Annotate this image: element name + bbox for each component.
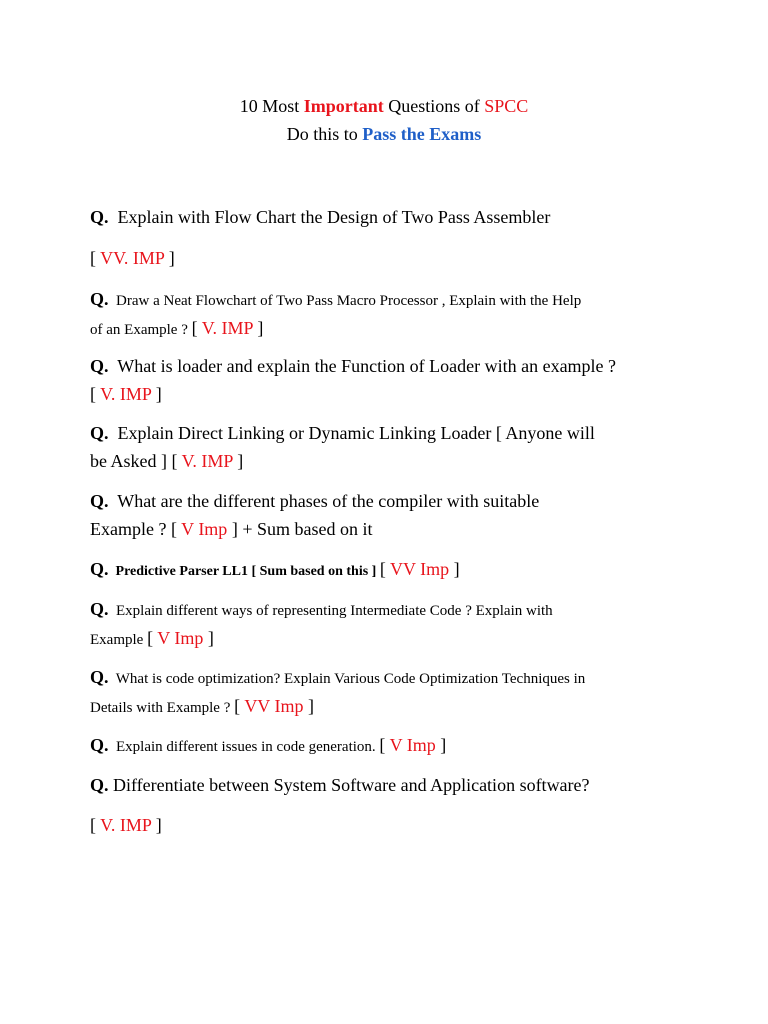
tag-bracket: ] [227, 519, 238, 539]
title-important: Important [303, 96, 384, 116]
question-text: Predictive Parser LL1 [ Sum based on this ] [115, 564, 380, 579]
tag-bracket: [ [170, 519, 182, 539]
importance-tag: VV Imp [390, 559, 450, 579]
question-1-importance [90, 244, 700, 272]
question-5 [90, 487, 700, 543]
tag-bracket: [ [147, 628, 158, 648]
tag-bracket: ] [151, 384, 162, 404]
importance-tag: V Imp [157, 628, 204, 648]
subtitle-highlight: Pass the Exams [362, 124, 482, 144]
tag-bracket: ] [164, 248, 175, 268]
tag-bracket: ] [303, 696, 314, 716]
tag-bracket: ] [151, 815, 162, 835]
title-subject: SPCC [484, 96, 529, 116]
question-prefix: Q. [90, 735, 109, 755]
importance-tag: V. IMP [100, 384, 152, 404]
title-line-2 [0, 120, 768, 148]
question-7 [90, 595, 700, 654]
tag-bracket: [ [234, 696, 245, 716]
question-prefix: Q. [90, 559, 109, 579]
question-text: Explain different issues in code generation. [116, 739, 380, 755]
tag-bracket: [ [171, 451, 182, 471]
importance-tag: V Imp [181, 519, 228, 539]
question-prefix: Q. [90, 423, 109, 443]
question-note: + Sum based on it [237, 519, 373, 539]
tag-bracket: [ [191, 318, 202, 338]
question-text: Explain with Flow Chart the Design of Two Pass Assembler [117, 207, 551, 227]
tag-bracket: ] [435, 735, 447, 755]
question-text: What is loader and explain the Function of Loader with an example ? [117, 356, 617, 376]
tag-bracket: [ [379, 735, 390, 755]
subtitle-text: Do this to [286, 124, 363, 144]
question-3 [90, 352, 700, 408]
question-prefix: Q. [90, 775, 109, 795]
question-text: Explain Direct Linking or Dynamic Linking Loader [ Anyone will [117, 423, 595, 443]
question-8 [90, 663, 700, 722]
question-prefix: Q. [90, 491, 109, 511]
question-text: Differentiate between System Software and Application software? [113, 775, 590, 795]
tag-bracket: ] [203, 628, 214, 648]
tag-bracket: [ [90, 248, 101, 268]
question-6 [90, 555, 700, 585]
question-text: Example [90, 632, 148, 648]
importance-tag: V. IMP [201, 318, 253, 338]
question-2 [90, 285, 700, 344]
tag-bracket: ] [252, 318, 264, 338]
question-text: Details with Example ? [90, 700, 235, 716]
importance-tag: V Imp [389, 735, 436, 755]
question-text: Explain different ways of representing Intermediate Code ? Explain with [116, 603, 553, 619]
question-10-importance [90, 811, 700, 839]
question-text: What is code optimization? Explain Various Code Optimization Techniques in [115, 671, 586, 687]
title-text: 10 Most [239, 96, 304, 116]
question-prefix: Q. [90, 356, 109, 376]
question-4 [90, 419, 700, 475]
question-text: of an Example ? [90, 322, 192, 338]
question-text: be Asked ] [90, 451, 172, 471]
question-10 [90, 771, 700, 799]
title-line-1 [0, 92, 768, 120]
question-prefix: Q. [90, 599, 109, 619]
importance-tag: VV Imp [244, 696, 304, 716]
tag-bracket: [ [90, 384, 101, 404]
question-prefix: Q. [90, 667, 109, 687]
title-text: Questions of [383, 96, 485, 116]
question-9 [90, 731, 700, 761]
importance-tag: V. IMP [181, 451, 233, 471]
tag-bracket: ] [232, 451, 244, 471]
tag-bracket: [ [90, 815, 101, 835]
importance-tag: V. IMP [100, 815, 152, 835]
tag-bracket: [ [379, 559, 390, 579]
question-prefix: Q. [90, 207, 109, 227]
document-title [0, 92, 768, 148]
question-text: What are the different phases of the compiler with suitable [117, 491, 540, 511]
question-text: Example ? [90, 519, 171, 539]
importance-tag: VV. IMP [100, 248, 165, 268]
question-1 [90, 203, 700, 231]
question-prefix: Q. [90, 289, 109, 309]
question-text: Draw a Neat Flowchart of Two Pass Macro Processor , Explain with the Help [116, 293, 582, 309]
tag-bracket: ] [449, 559, 460, 579]
